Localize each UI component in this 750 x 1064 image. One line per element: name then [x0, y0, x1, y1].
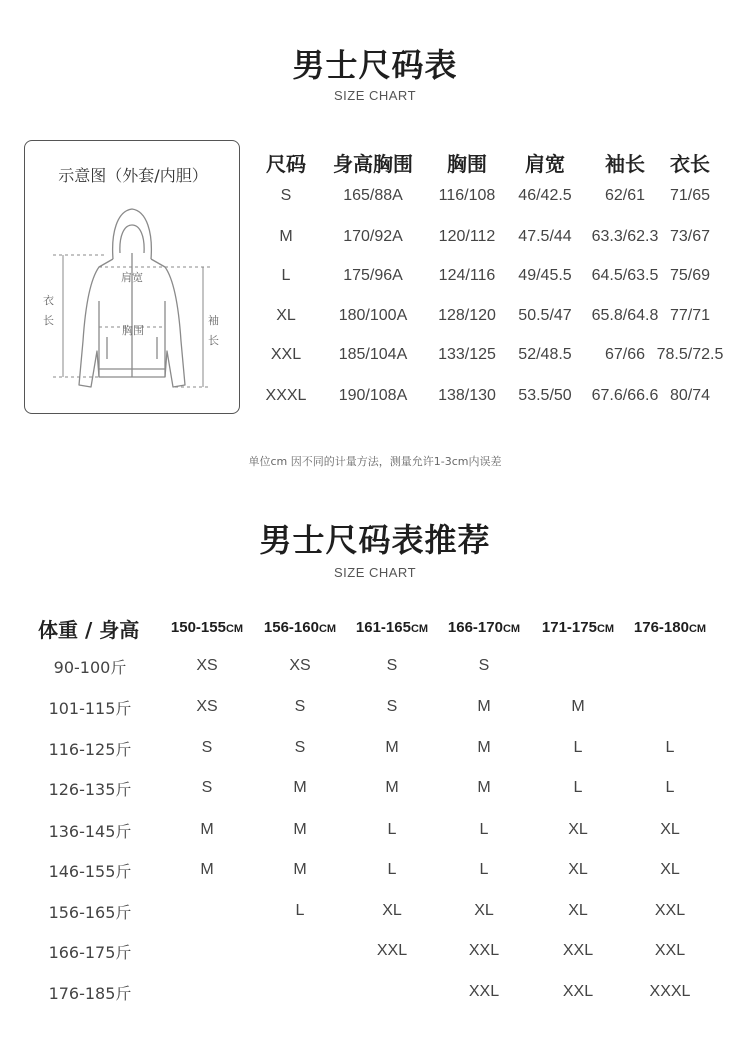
weight-height-corner-label: 体重 / 身高	[38, 618, 140, 642]
height-unit: CM	[225, 623, 244, 635]
height-unit: CM	[502, 623, 521, 635]
recommended-size: XXL	[468, 983, 500, 1000]
recommended-size: S	[294, 739, 306, 756]
recommended-size: L	[665, 739, 675, 756]
size-measurement: 80/74	[669, 387, 711, 404]
size-measurement: 50.5/47	[518, 307, 572, 324]
height-range: 166-170	[447, 619, 503, 636]
size-label: S	[280, 187, 292, 204]
length-label: 衣长	[43, 294, 54, 327]
size-measurement: 78.5/72.5	[656, 346, 724, 363]
column-header: 胸围	[447, 152, 487, 176]
height-range: 171-175	[541, 619, 597, 636]
size-measurement: 175/96A	[343, 267, 403, 284]
weight-row-label: 136-145斤	[48, 822, 132, 841]
size-measurement: 47.5/44	[518, 228, 572, 245]
size-measurement: 73/67	[669, 228, 711, 245]
recommended-size: M	[571, 698, 585, 715]
height-column-header	[532, 619, 624, 636]
height-column-header	[161, 619, 253, 636]
size-measurement: 165/88A	[343, 187, 403, 204]
size-measurement: 62/61	[604, 187, 646, 204]
column-header: 尺码	[266, 152, 306, 176]
height-unit: CM	[410, 623, 429, 635]
recommended-size: M	[200, 861, 214, 878]
height-range: 161-165	[355, 619, 411, 636]
height-column-header	[254, 619, 346, 636]
size-measurement: 138/130	[438, 387, 496, 404]
recommended-size: M	[293, 861, 307, 878]
recommended-size: XXL	[376, 942, 408, 959]
size-measurement: 71/65	[669, 187, 711, 204]
size-measurement: 49/45.5	[518, 267, 572, 284]
diagram-label: 示意图（外套/内胆）	[58, 166, 208, 185]
size-label: L	[281, 267, 291, 284]
recommended-size: XS	[289, 657, 311, 674]
recommended-size: L	[387, 821, 397, 838]
size-label: XXL	[270, 346, 302, 363]
column-header: 身高胸围	[333, 152, 413, 176]
recommended-size: M	[477, 779, 491, 796]
recommended-size: XL	[382, 902, 402, 919]
height-column-header	[346, 619, 438, 636]
measurement-note: 单位cm 因不同的计量方法，测量允许1-3cm内误差	[248, 455, 502, 468]
recommended-size: XL	[660, 821, 680, 838]
weight-row-label: 156-165斤	[48, 903, 132, 922]
size-measurement: 133/125	[438, 346, 496, 363]
recommended-size: XS	[196, 698, 218, 715]
recommended-size: S	[478, 657, 490, 674]
recommended-size: S	[201, 779, 213, 796]
recommended-size: XXL	[654, 942, 686, 959]
recommended-size: M	[477, 698, 491, 715]
size-measurement: 65.8/64.8	[591, 307, 659, 324]
recommended-size: M	[200, 821, 214, 838]
recommended-size: L	[479, 821, 489, 838]
column-header: 衣长	[670, 152, 710, 176]
weight-row-label: 176-185斤	[48, 984, 132, 1003]
weight-row-label: 126-135斤	[48, 780, 132, 799]
recommended-size: M	[293, 779, 307, 796]
size-measurement: 64.5/63.5	[591, 267, 659, 284]
size-measurement: 185/104A	[338, 346, 408, 363]
size-measurement: 77/71	[669, 307, 711, 324]
size-chart-title: 男士尺码表	[292, 46, 458, 84]
recommendation-subtitle: SIZE CHART	[333, 565, 417, 580]
recommended-size: XXL	[562, 983, 594, 1000]
recommended-size: XXL	[468, 942, 500, 959]
chest-label: 胸围	[122, 324, 144, 337]
column-header: 袖长	[605, 152, 645, 176]
size-measurement: 63.3/62.3	[591, 228, 659, 245]
weight-row-label: 146-155斤	[48, 862, 132, 881]
height-column-header	[624, 619, 716, 636]
size-chart-subtitle: SIZE CHART	[333, 88, 417, 103]
recommended-size: XXL	[562, 942, 594, 959]
recommended-size: XL	[660, 861, 680, 878]
shoulder-label: 肩宽	[121, 271, 143, 284]
column-header: 肩宽	[525, 152, 565, 176]
height-unit: CM	[688, 623, 707, 635]
height-unit: CM	[596, 623, 615, 635]
size-measurement: 116/108	[438, 187, 496, 204]
weight-row-label: 166-175斤	[48, 943, 132, 962]
height-range: 176-180	[633, 619, 689, 636]
recommended-size: XS	[196, 657, 218, 674]
size-label: XXXL	[265, 387, 307, 404]
weight-row-label: 101-115斤	[48, 699, 132, 718]
size-measurement: 120/112	[438, 228, 496, 245]
size-label: M	[279, 228, 293, 245]
recommended-size: XXL	[654, 902, 686, 919]
recommended-size: L	[295, 902, 305, 919]
recommended-size: XL	[568, 902, 588, 919]
size-measurement: 170/92A	[343, 228, 403, 245]
recommended-size: XL	[568, 861, 588, 878]
size-measurement: 46/42.5	[518, 187, 572, 204]
recommended-size: S	[386, 698, 398, 715]
recommended-size: L	[573, 779, 583, 796]
recommended-size: M	[477, 739, 491, 756]
size-measurement: 52/48.5	[518, 346, 572, 363]
recommended-size: XL	[568, 821, 588, 838]
recommended-size: XXXL	[649, 983, 691, 1000]
size-measurement: 67/66	[604, 346, 646, 363]
recommended-size: M	[293, 821, 307, 838]
size-measurement: 124/116	[438, 267, 496, 284]
size-measurement: 128/120	[438, 307, 496, 324]
size-measurement: 67.6/66.6	[591, 387, 659, 404]
recommended-size: XL	[474, 902, 494, 919]
size-measurement: 180/100A	[338, 307, 408, 324]
height-range: 150-155	[170, 619, 226, 636]
height-column-header	[438, 619, 530, 636]
recommended-size: L	[387, 861, 397, 878]
recommended-size: M	[385, 739, 399, 756]
height-range: 156-160	[263, 619, 319, 636]
recommended-size: L	[665, 779, 675, 796]
recommended-size: S	[201, 739, 213, 756]
recommended-size: L	[573, 739, 583, 756]
size-measurement: 75/69	[669, 267, 711, 284]
weight-row-label: 116-125斤	[48, 740, 132, 759]
weight-row-label: 90-100斤	[53, 658, 127, 677]
height-unit: CM	[318, 623, 337, 635]
recommended-size: S	[294, 698, 306, 715]
size-label: XL	[276, 307, 296, 324]
size-measurement: 190/108A	[338, 387, 408, 404]
recommended-size: S	[386, 657, 398, 674]
recommended-size: M	[385, 779, 399, 796]
recommendation-title: 男士尺码表推荐	[259, 521, 491, 559]
size-measurement: 53.5/50	[518, 387, 572, 404]
garment-diagram	[24, 140, 240, 414]
recommended-size: L	[479, 861, 489, 878]
sleeve-label: 袖长	[208, 314, 219, 347]
